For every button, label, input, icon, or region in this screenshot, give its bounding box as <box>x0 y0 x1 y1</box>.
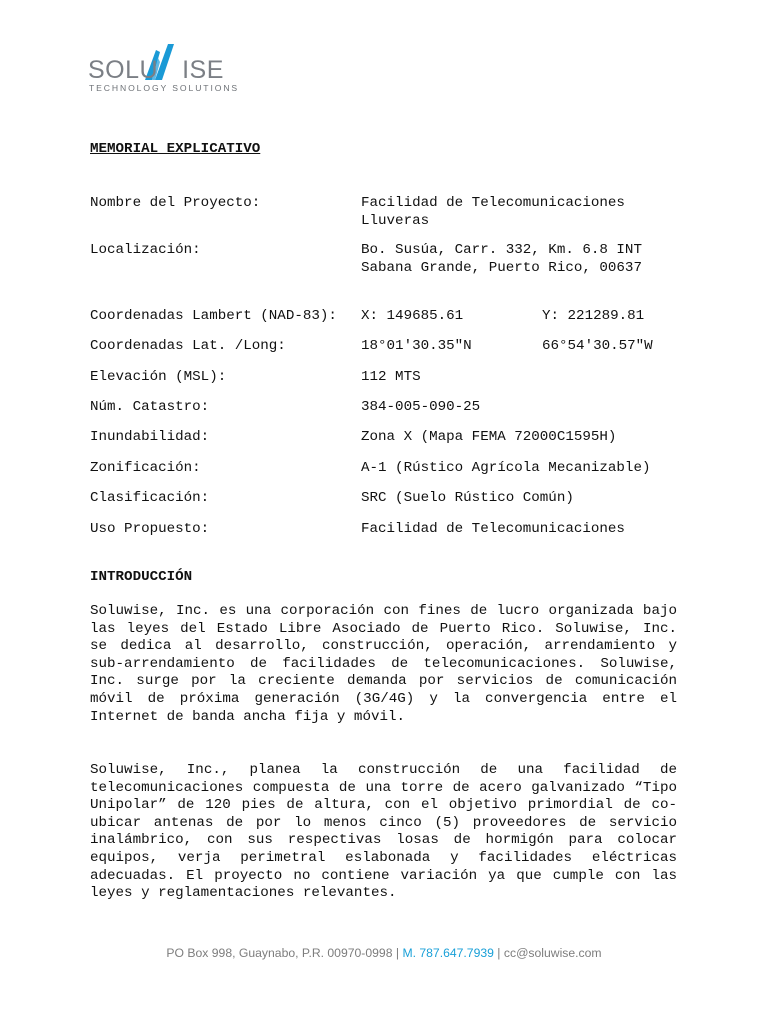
document-title: MEMORIAL EXPLICATIVO <box>90 141 261 157</box>
field-value-line2: Lluveras <box>361 212 430 229</box>
field-value: SRC (Suelo Rústico Común) <box>361 490 574 506</box>
field-label: Núm. Catastro: <box>90 399 210 415</box>
field-value: Zona X (Mapa FEMA 72000C1595H) <box>361 429 617 445</box>
field-label: Clasificación: <box>90 490 210 506</box>
footer-address: PO Box 998, Guaynabo, P.R. 00970-0998 <box>166 946 393 960</box>
page-footer <box>0 946 768 960</box>
field-value-line2: Sabana Grande, Puerto Rico, 00637 <box>361 259 642 276</box>
field-value <box>361 195 625 230</box>
field-label: Elevación (MSL): <box>90 369 227 385</box>
field-label: Coordenadas Lat. /Long: <box>90 338 286 354</box>
field-value-line1: Bo. Susúa, Carr. 332, Km. 6.8 INT <box>361 242 642 258</box>
field-label: Nombre del Proyecto: <box>90 195 261 211</box>
longitude: 66°54'30.57"W <box>542 338 653 354</box>
field-value: Facilidad de Telecomunicaciones <box>361 521 625 537</box>
footer-separator: | <box>493 946 504 960</box>
logo-wordmark <box>88 56 224 85</box>
field-value: 112 MTS <box>361 369 421 385</box>
intro-heading: INTRODUCCIÓN <box>90 569 193 585</box>
logo-suffix: ISE <box>182 56 224 84</box>
field-label: Uso Propuesto: <box>90 521 210 537</box>
field-value: A-1 (Rústico Agrícola Mecanizable) <box>361 460 651 476</box>
latitude: 18°01'30.35"N <box>361 338 472 354</box>
field-label: Localización: <box>90 242 201 258</box>
field-value <box>361 242 642 277</box>
intro-paragraph-1: Soluwise, Inc. es una corporación con fines de lucro organizada bajo las leyes del Estado Libre Asociado de Puerto Rico. Soluwise, Inc. se dedica al desarrollo, construcción, operación, arrendamiento y sub-arrendamiento de facilidades de telecomunicaciones. Soluwise, Inc. surge por la creciente demanda por servicios de comunicación móvil de próxima generación (3G/4G) y la convergencia entre el Internet de banda ancha fija y móvil. <box>90 603 677 725</box>
field-value-line1: Facilidad de Telecomunicaciones <box>361 195 625 211</box>
logo-prefix: SOLU <box>88 56 159 84</box>
logo-tagline: TECHNOLOGY SOLUTIONS <box>89 83 240 93</box>
soluwise-logo <box>88 42 248 98</box>
field-value: 384-005-090-25 <box>361 399 481 415</box>
lambert-x: X: 149685.61 <box>361 308 464 324</box>
footer-email: cc@soluwise.com <box>503 946 602 960</box>
footer-phone: M. 787.647.7939 <box>402 946 494 960</box>
lambert-y: Y: 221289.81 <box>542 308 645 324</box>
field-label: Zonificación: <box>90 460 201 476</box>
footer-separator: | <box>392 946 403 960</box>
field-label: Inundabilidad: <box>90 429 210 445</box>
field-label: Coordenadas Lambert (NAD-83): <box>90 308 337 324</box>
intro-paragraph-2: Soluwise, Inc., planea la construcción de una facilidad de telecomunicaciones compuesta de una torre de acero galvanizado “Tipo Unipolar” de 120 pies de altura, con el objetivo primordial de co-ubicar antenas de por lo menos cinco (5) proveedores de servicio inalámbrico, con sus respectivas losas de hormigón para colocar equipos, verja perimetral eslabonada y facilidades eléctricas adecuadas. El proyecto no contiene variación ya que cumple con las leyes y reglamentaciones relevantes. <box>90 762 677 902</box>
